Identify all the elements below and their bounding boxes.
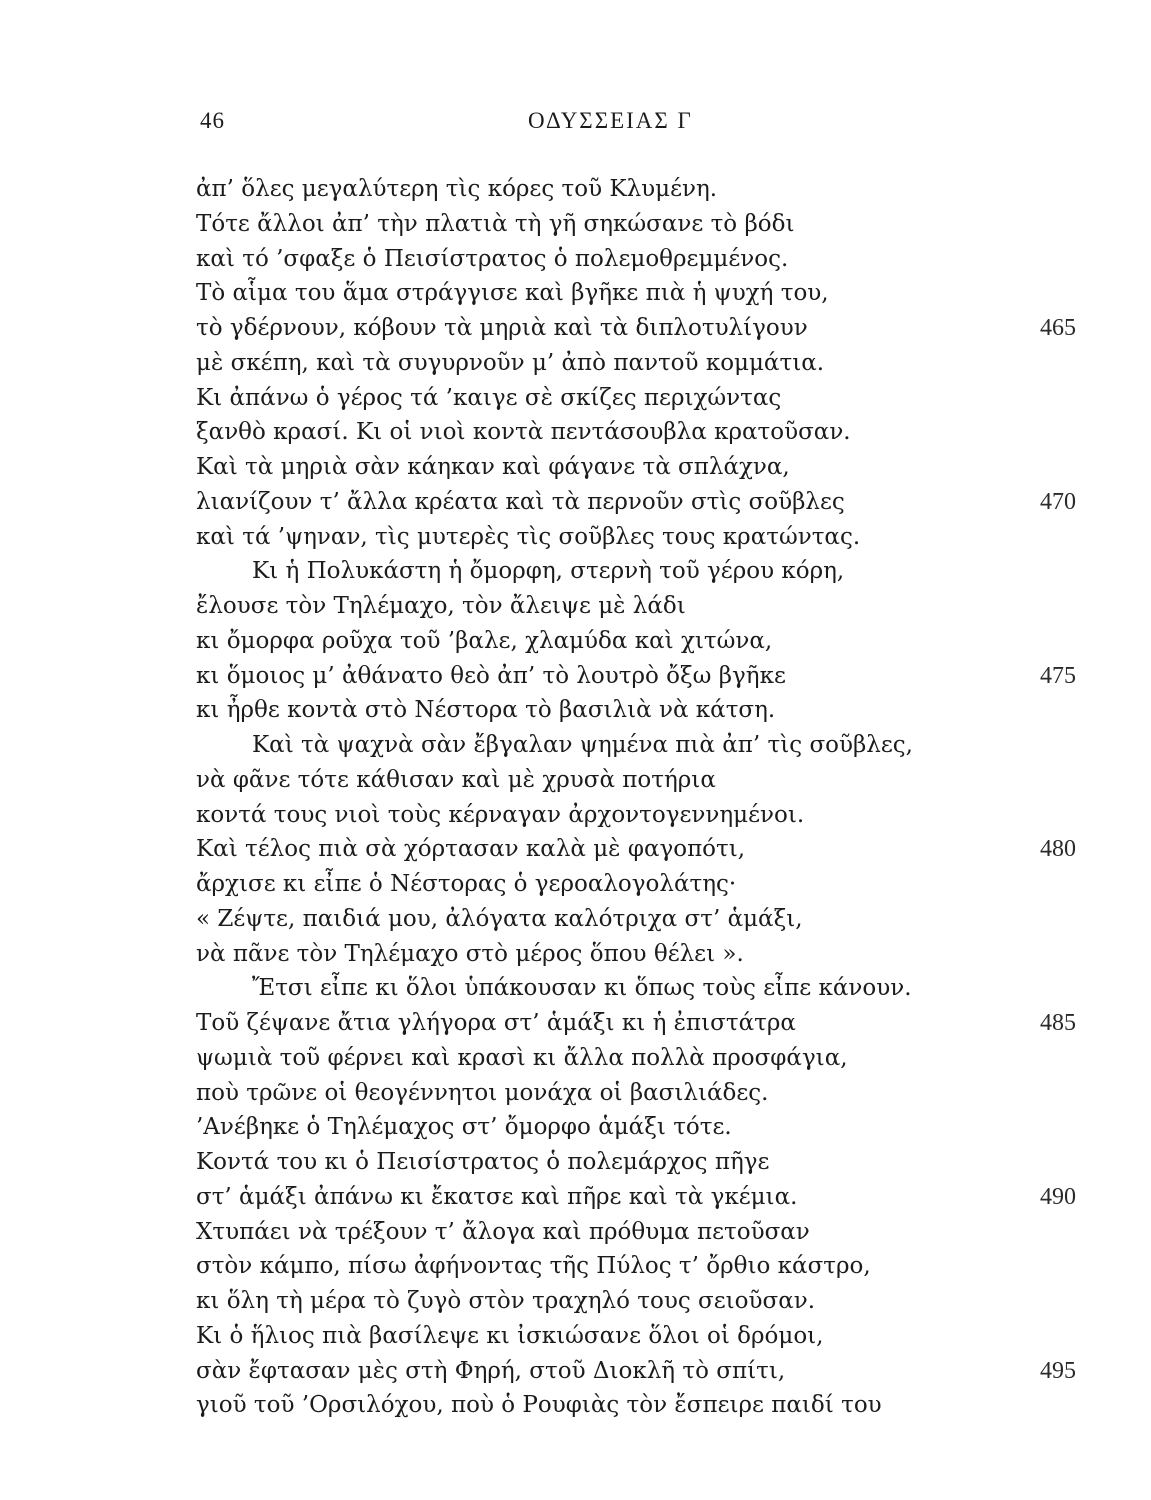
verse-line	[196, 693, 1076, 728]
verse-line	[196, 415, 1076, 450]
verse-line	[196, 276, 1076, 311]
verse-text: Τότε ἄλλοι ἀπ’ τὴν πλατιὰ τὴ γῆ σηκώσανε τὸ βόδι	[196, 210, 795, 237]
verse-text: Καὶ τὰ μηριὰ σὰν κάηκαν καὶ φάγανε τὰ σπλάχνα,	[196, 454, 790, 480]
line-number: 470	[1040, 488, 1076, 515]
verse-line	[196, 763, 1076, 798]
verse-text: καὶ τά ’ψηναν, τὶς μυτερὲς τὶς σοῦβλες τους κρατώντας.	[196, 523, 861, 550]
verse-text: Καὶ τὰ ψαχνὰ σὰν ἔβγαλαν ψημένα πιὰ ἀπ’ τὶς σοῦβλες,	[252, 732, 913, 758]
verse-text: Τοῦ ζέψανε ἄτια γλήγορα στ’ ἁμάξι κι ἡ ἐπιστάτρα	[196, 1010, 796, 1036]
verse-line	[196, 1145, 1076, 1180]
verse-line	[196, 207, 1076, 242]
verse-line	[196, 1180, 1076, 1215]
verse-text: ’Ανέβηκε ὁ Τηλέμαχος στ’ ὄμορφο ἁμάξι τότε.	[196, 1114, 732, 1141]
verse-line	[196, 867, 1076, 902]
verse-line	[196, 659, 1076, 694]
verse-text: Κι ἡ Πολυκάστη ἡ ὄμορφη, στερνὴ τοῦ γέρου κόρη,	[252, 558, 845, 585]
verse-text: καὶ τό ’σφαξε ὁ Πεισίστρατος ὁ πολεμοθρεμμένος.	[196, 245, 789, 272]
verse-text: ξανθὸ κρασί. Κι οἱ νιοὶ κοντὰ πεντάσουβλα κρατοῦσαν.	[196, 419, 851, 446]
verse-text: ἀπ’ ὅλες μεγαλύτερη τὶς κόρες τοῦ Κλυμένη.	[196, 176, 718, 202]
verse-text: κι ἦρθε κοντὰ στὸ Νέστορα τὸ βασιλιὰ νὰ κάτση.	[196, 697, 776, 724]
verse-line	[196, 1076, 1076, 1111]
verse-text: ἄρχισε κι εἶπε ὁ Νέστορας ὁ γεροαλογολάτης·	[196, 871, 737, 897]
page-number: 46	[200, 108, 225, 133]
verse-line	[196, 554, 1076, 589]
verse-line	[196, 902, 1076, 937]
verse-text: Καὶ τέλος πιὰ σὰ χόρτασαν καλὰ μὲ φαγοπότι,	[196, 836, 746, 863]
line-number: 490	[1040, 1183, 1076, 1210]
verse-line	[196, 1319, 1076, 1354]
line-number: 485	[1040, 1010, 1076, 1036]
verse-line	[196, 1284, 1076, 1319]
verse-text: μὲ σκέπη, καὶ τὰ συγυρνοῦν μ’ ἀπὸ παντοῦ κομμάτια.	[196, 349, 825, 376]
verse-text: στὸν κάμπο, πίσω ἀφήνοντας τῆς Πύλος τ’ ὄρθιο κάστρο,	[196, 1253, 871, 1280]
verse-line	[196, 728, 1076, 763]
verse-line	[196, 1006, 1076, 1041]
verse-line	[196, 832, 1076, 867]
verse-line	[196, 242, 1076, 277]
verse-line	[196, 1110, 1076, 1145]
verse-text: τὸ γδέρνουν, κόβουν τὰ μηριὰ καὶ τὰ διπλοτυλίγουν	[196, 315, 808, 341]
verse-line	[196, 1249, 1076, 1284]
verse-text: στ’ ἁμάξι ἀπάνω κι ἔκατσε καὶ πῆρε καὶ τὰ γκέμια.	[196, 1183, 798, 1210]
line-number: 475	[1040, 662, 1076, 689]
verse-text: κοντά τους νιοὶ τοὺς κέρναγαν ἀρχοντογεννημένοι.	[196, 801, 805, 828]
verse-line	[196, 172, 1076, 207]
verse-line	[196, 971, 1076, 1006]
verse-text: νὰ φᾶνε τότε κάθισαν καὶ μὲ χρυσὰ ποτήρια	[196, 766, 716, 793]
verse-text: Χτυπάει νὰ τρέξουν τ’ ἄλογα καὶ πρόθυμα πετοῦσαν	[196, 1218, 810, 1245]
verse-line	[196, 346, 1076, 381]
verse-line	[196, 589, 1076, 624]
verse-line	[196, 937, 1076, 972]
verse-text: ψωμιὰ τοῦ φέρνει καὶ κρασὶ κι ἄλλα πολλὰ προσφάγια,	[196, 1044, 848, 1071]
verse-text: λιανίζουν τ’ ἄλλα κρέατα καὶ τὰ περνοῦν στὶς σοῦβλες	[196, 488, 845, 515]
verse-text: κι ὅλη τὴ μέρα τὸ ζυγὸ στὸν τραχηλό τους σειοῦσαν.	[196, 1288, 816, 1314]
verse-text: Τὸ αἷμα του ἅμα στράγγισε καὶ βγῆκε πιὰ ἡ ψυχή του,	[196, 280, 829, 307]
verse-line	[196, 798, 1076, 833]
verse-line	[196, 1041, 1076, 1076]
verse-text: σὰν ἔφτασαν μὲς στὴ Φηρή, στοῦ Διοκλῆ τὸ σπίτι,	[196, 1357, 786, 1384]
verse-text: ἔλουσε τὸν Τηλέμαχο, τὸν ἄλειψε μὲ λάδι	[196, 593, 686, 619]
poem-text	[196, 172, 1076, 1423]
verse-text: γιοῦ τοῦ ’Ορσιλόχου, ποὺ ὁ Ρουφιὰς τὸν ἔσπειρε παιδί του	[196, 1392, 882, 1419]
verse-text: Κι ἀπάνω ὁ γέρος τά ’καιγε σὲ σκίζες περιχώντας	[196, 384, 782, 411]
verse-line	[196, 1354, 1076, 1389]
verse-line	[196, 1388, 1076, 1423]
verse-line	[196, 450, 1076, 485]
verse-line	[196, 624, 1076, 659]
verse-line	[196, 381, 1076, 416]
verse-text: Ἔτσι εἶπε κι ὅλοι ὑπάκουσαν κι ὅπως τοὺς εἶπε κάνουν.	[252, 975, 912, 1002]
verse-text: κι ὄμορφα ροῦχα τοῦ ’βαλε, χλαμύδα καὶ χιτώνα,	[196, 627, 773, 654]
verse-text: νὰ πᾶνε τὸν Τηλέμαχο στὸ μέρος ὅπου θέλει ».	[196, 940, 744, 967]
line-number: 480	[1040, 836, 1076, 863]
verse-text: Κι ὁ ἥλιος πιὰ βασίλεψε κι ἰσκιώσανε ὅλοι οἱ δρόμοι,	[196, 1322, 824, 1349]
verse-line	[196, 520, 1076, 555]
line-number: 495	[1040, 1357, 1076, 1384]
verse-text: « Ζέψτε, παιδιά μου, ἀλόγατα καλότριχα στ’ ἁμάξι,	[196, 905, 803, 932]
verse-text: ποὺ τρῶνε οἱ θεογέννητοι μονάχα οἱ βασιλιάδες.	[196, 1079, 769, 1106]
verse-line	[196, 485, 1076, 520]
verse-text: κι ὅμοιος μ’ ἀθάνατο θεὸ ἀπ’ τὸ λουτρὸ ὄξω βγῆκε	[196, 662, 786, 689]
verse-text: Κοντά του κι ὁ Πεισίστρατος ὁ πολεμάρχος πῆγε	[196, 1149, 770, 1175]
line-number: 465	[1040, 315, 1076, 341]
running-head: ΟΔΥΣΣΕΙΑΣ Γ	[528, 108, 693, 133]
verse-line	[196, 1215, 1076, 1250]
verse-line	[196, 311, 1076, 346]
